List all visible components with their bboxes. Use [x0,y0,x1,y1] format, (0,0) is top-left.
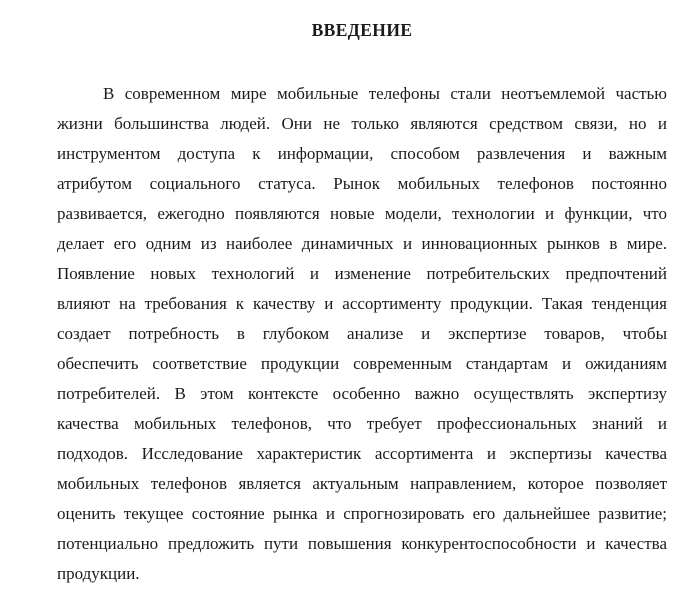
paragraph-line: потребителей. В этом контексте особенно важно осуществлять экспертизу [57,384,667,403]
paragraph-line: потенциально предложить пути повышения конкурентоспособности и качества [57,534,667,553]
paragraph-line: делает его одним из наиболее динамичных и инновационных рынков в мире. [57,234,667,253]
paragraph-line: атрибутом социального статуса. Рынок мобильных телефонов постоянно [57,174,667,193]
paragraph-line: инструментом доступа к информации, способом развлечения и важным [57,144,667,163]
paragraph-line: жизни большинства людей. Они не только являются средством связи, но и [57,114,667,133]
page-title: ВВЕДЕНИЕ [311,20,413,40]
intro-paragraph [57,79,667,589]
paragraph-line: обеспечить соответствие продукции современным стандартам и ожиданиям [57,354,667,373]
paragraph-line: качества мобильных телефонов, что требует профессиональных знаний и [57,414,667,433]
paragraph-line: влияют на требования к качеству и ассортименту продукции. Такая тенденция [57,294,667,313]
paragraph-line: оценить текущее состояние рынка и спрогнозировать его дальнейшее развитие; [57,504,667,523]
paragraph-line: создает потребность в глубоком анализе и экспертизе товаров, чтобы [57,324,667,343]
paragraph-line: развивается, ежегодно появляются новые модели, технологии и функции, что [57,204,667,223]
paragraph-line: мобильных телефонов является актуальным направлением, которое позволяет [57,474,667,493]
paragraph-line: Появление новых технологий и изменение потребительских предпочтений [57,264,667,283]
paragraph-line: подходов. Исследование характеристик ассортимента и экспертизы качества [57,444,667,463]
paragraph-line: В современном мире мобильные телефоны стали неотъемлемой частью [103,84,667,103]
paragraph-line: продукции. [57,564,140,583]
